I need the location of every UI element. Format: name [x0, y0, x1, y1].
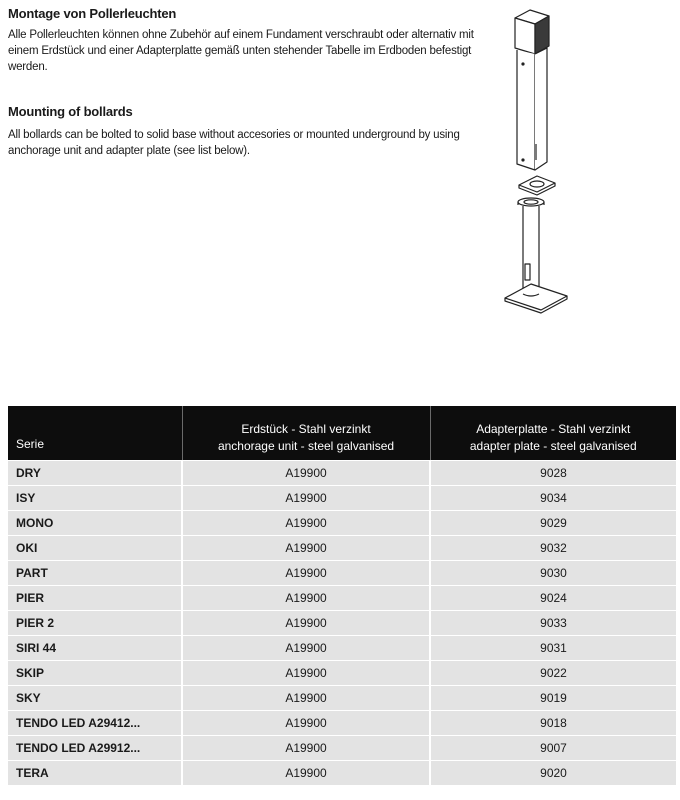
anchorage-cell: A19900: [182, 686, 430, 711]
table-row: [8, 486, 676, 511]
anchorage-header-de: Erdstück - Stahl verzinkt: [241, 422, 371, 436]
table-row: [8, 586, 676, 611]
serie-cell: OKI: [8, 536, 182, 561]
anchorage-header-en: anchorage unit - steel galvanised: [217, 439, 395, 453]
column-header-adapter: [430, 406, 676, 461]
heading-english: Mounting of bollards: [8, 104, 133, 119]
serie-cell: SIRI 44: [8, 636, 182, 661]
bollard-mounting-illustration: [495, 4, 585, 316]
table-row: [8, 686, 676, 711]
adapter-cell: 9022: [430, 661, 676, 686]
column-header-serie: Serie: [8, 406, 182, 461]
serie-cell: SKIP: [8, 661, 182, 686]
anchorage-cell: A19900: [182, 486, 430, 511]
adapter-cell: 9034: [430, 486, 676, 511]
table-row: [8, 661, 676, 686]
table-row: [8, 711, 676, 736]
adapter-cell: 9024: [430, 586, 676, 611]
adapter-cell: 9031: [430, 636, 676, 661]
serie-cell: PIER 2: [8, 611, 182, 636]
anchorage-cell: A19900: [182, 761, 430, 786]
anchorage-cell: A19900: [182, 661, 430, 686]
table-row: [8, 511, 676, 536]
column-header-anchorage: [182, 406, 430, 461]
table-row: [8, 761, 676, 786]
table-row: [8, 461, 676, 486]
serie-cell: ISY: [8, 486, 182, 511]
anchorage-cell: A19900: [182, 536, 430, 561]
paragraph-english: All bollards can be bolted to solid base without accesories or mounted underground by using anchorage unit and adapter plate (see list below).: [8, 129, 460, 157]
anchorage-cell: A19900: [182, 511, 430, 536]
serie-cell: SKY: [8, 686, 182, 711]
anchorage-cell: A19900: [182, 561, 430, 586]
adapter-header-en: adapter plate - steel galvanised: [469, 439, 637, 453]
adapter-cell: 9032: [430, 536, 676, 561]
serie-cell: TERA: [8, 761, 182, 786]
anchorage-cell: A19900: [182, 461, 430, 486]
paragraph-german: Alle Pollerleuchten können ohne Zubehör auf einem Fundament verschraubt oder alternativ mit einem Erdstück und einer Adapterplatte gemäß unten stehender Tabelle im Erdboden befestigt werden.: [8, 29, 474, 73]
table-row: [8, 561, 676, 586]
serie-cell: PART: [8, 561, 182, 586]
adapter-cell: 9033: [430, 611, 676, 636]
serie-cell: DRY: [8, 461, 182, 486]
table-header-row: [8, 406, 676, 461]
anchorage-cell: A19900: [182, 711, 430, 736]
serie-cell: PIER: [8, 586, 182, 611]
table-row: [8, 636, 676, 661]
anchorage-cell: A19900: [182, 611, 430, 636]
bollard-accessory-table: [8, 406, 676, 785]
serie-cell: TENDO LED A29912...: [8, 736, 182, 761]
anchorage-cell: A19900: [182, 586, 430, 611]
adapter-cell: 9019: [430, 686, 676, 711]
adapter-cell: 9029: [430, 511, 676, 536]
serie-cell: MONO: [8, 511, 182, 536]
adapter-header-de: Adapterplatte - Stahl verzinkt: [476, 422, 631, 436]
serie-cell: TENDO LED A29412...: [8, 711, 182, 736]
adapter-cell: 9020: [430, 761, 676, 786]
table-row: [8, 611, 676, 636]
adapter-cell: 9030: [430, 561, 676, 586]
adapter-cell: 9028: [430, 461, 676, 486]
heading-german: Montage von Pollerleuchten: [8, 6, 177, 21]
adapter-cell: 9007: [430, 736, 676, 761]
table-row: [8, 736, 676, 761]
anchorage-cell: A19900: [182, 736, 430, 761]
table-row: [8, 536, 676, 561]
adapter-cell: 9018: [430, 711, 676, 736]
anchorage-cell: A19900: [182, 636, 430, 661]
